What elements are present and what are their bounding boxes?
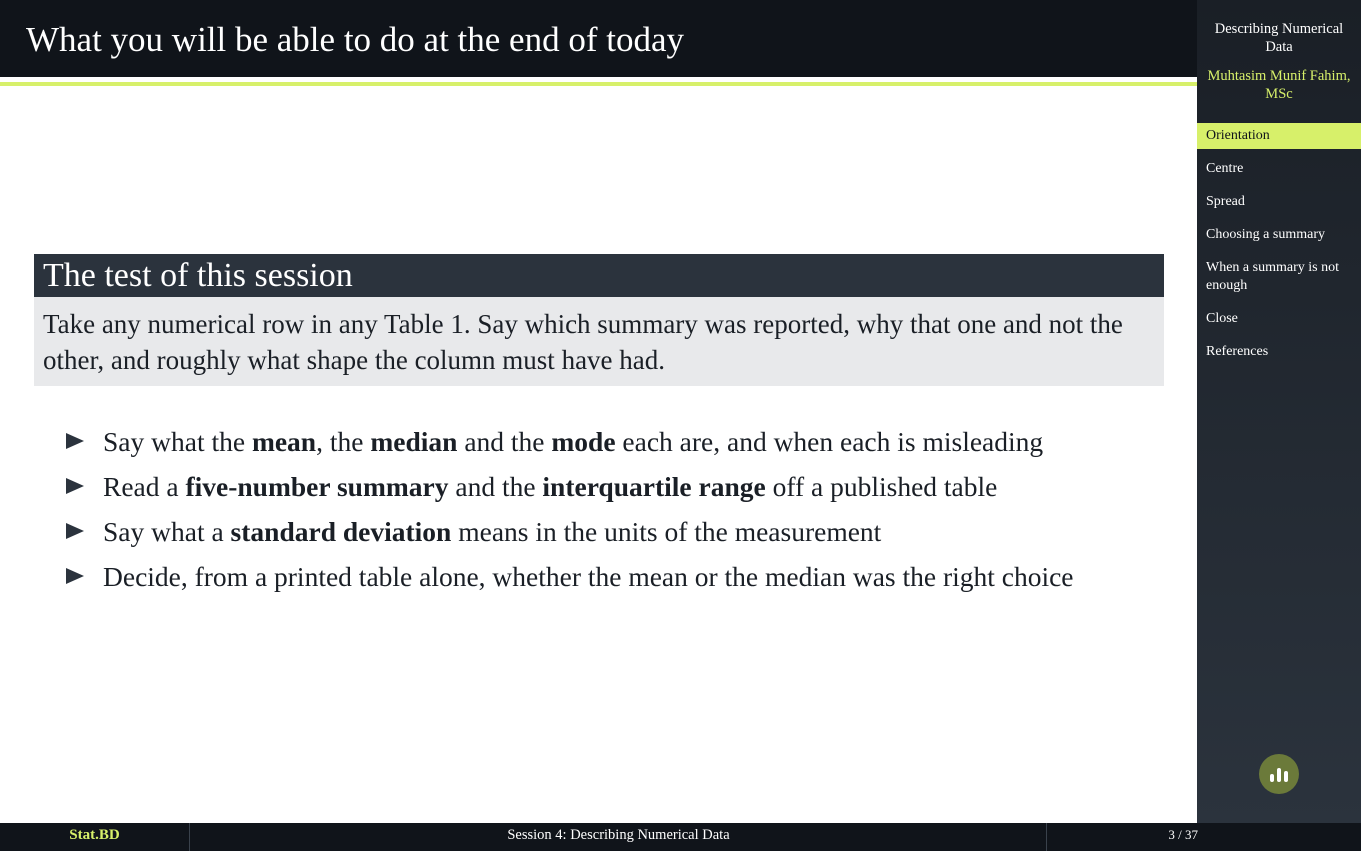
bullet-triangle-icon xyxy=(66,523,84,539)
header-accent-rule xyxy=(0,82,1197,86)
sidebar-item-references[interactable]: References xyxy=(1206,344,1269,359)
sidebar-author: Muhtasim Munif Fahim, MSc xyxy=(1207,68,1351,102)
list-item xyxy=(64,513,1174,558)
block-header xyxy=(34,254,1164,297)
sidebar-item-close[interactable]: Close xyxy=(1206,311,1238,326)
bullet-text: Say what the xyxy=(103,426,252,457)
bullet-text: Read a xyxy=(103,471,186,502)
sidebar-item-choosing-a-summary[interactable]: Choosing a summary xyxy=(1206,227,1325,242)
bold-term: standard deviation xyxy=(230,516,452,547)
bullet-text: Decide, from a printed table alone, whether the mean or the median was the right choice xyxy=(103,561,1074,592)
sidebar-item-spread[interactable]: Spread xyxy=(1206,194,1245,209)
list-item xyxy=(64,558,1174,603)
footer-brand: Stat.BD xyxy=(0,823,190,851)
sidebar xyxy=(1197,0,1361,823)
bullet-triangle-icon xyxy=(66,568,84,584)
bullet-text: , the xyxy=(316,426,371,457)
bullet-text: off a published table xyxy=(765,471,998,502)
sidebar-nav xyxy=(1197,123,1361,372)
bullet-text: each are, and when each is misleading xyxy=(615,426,1044,457)
bold-term: median xyxy=(370,426,458,457)
bullet-text: and the xyxy=(457,426,552,457)
bold-term: interquartile range xyxy=(542,471,766,502)
slide-footer xyxy=(0,823,1361,851)
bold-term: five-number summary xyxy=(185,471,449,502)
bullet-list xyxy=(64,423,1174,603)
bullet-text: Say what a xyxy=(103,516,231,547)
sidebar-deck-title: Describing Numerical Data xyxy=(1214,21,1344,55)
footer-page-number: 3 / 37 xyxy=(1168,827,1198,842)
footer-session-title: Session 4: Describing Numerical Data xyxy=(191,823,1047,851)
block-title: The test of this session xyxy=(43,257,353,294)
bold-term: mean xyxy=(251,426,317,457)
bullet-text: and the xyxy=(448,471,543,502)
slide-header xyxy=(0,0,1197,77)
bullet-text: means in the units of the measurement xyxy=(451,516,882,547)
block-body: Take any numerical row in any Table 1. Say which summary was reported, why that one and not the other, and roughly what shape the column must have had. xyxy=(34,297,1164,386)
bold-term: mode xyxy=(551,426,616,457)
sidebar-item-orientation[interactable]: Orientation xyxy=(1197,123,1361,149)
sidebar-item-when-a-summary-is-not-enough[interactable]: When a summary is not enough xyxy=(1206,260,1339,293)
sidebar-item-centre[interactable]: Centre xyxy=(1206,161,1244,176)
bullet-triangle-icon xyxy=(66,478,84,494)
bullet-triangle-icon xyxy=(66,433,84,449)
list-item xyxy=(64,423,1174,468)
slide-title: What you will be able to do at the end of today xyxy=(26,20,685,59)
list-item xyxy=(64,468,1174,513)
bar-chart-icon xyxy=(1259,754,1299,794)
